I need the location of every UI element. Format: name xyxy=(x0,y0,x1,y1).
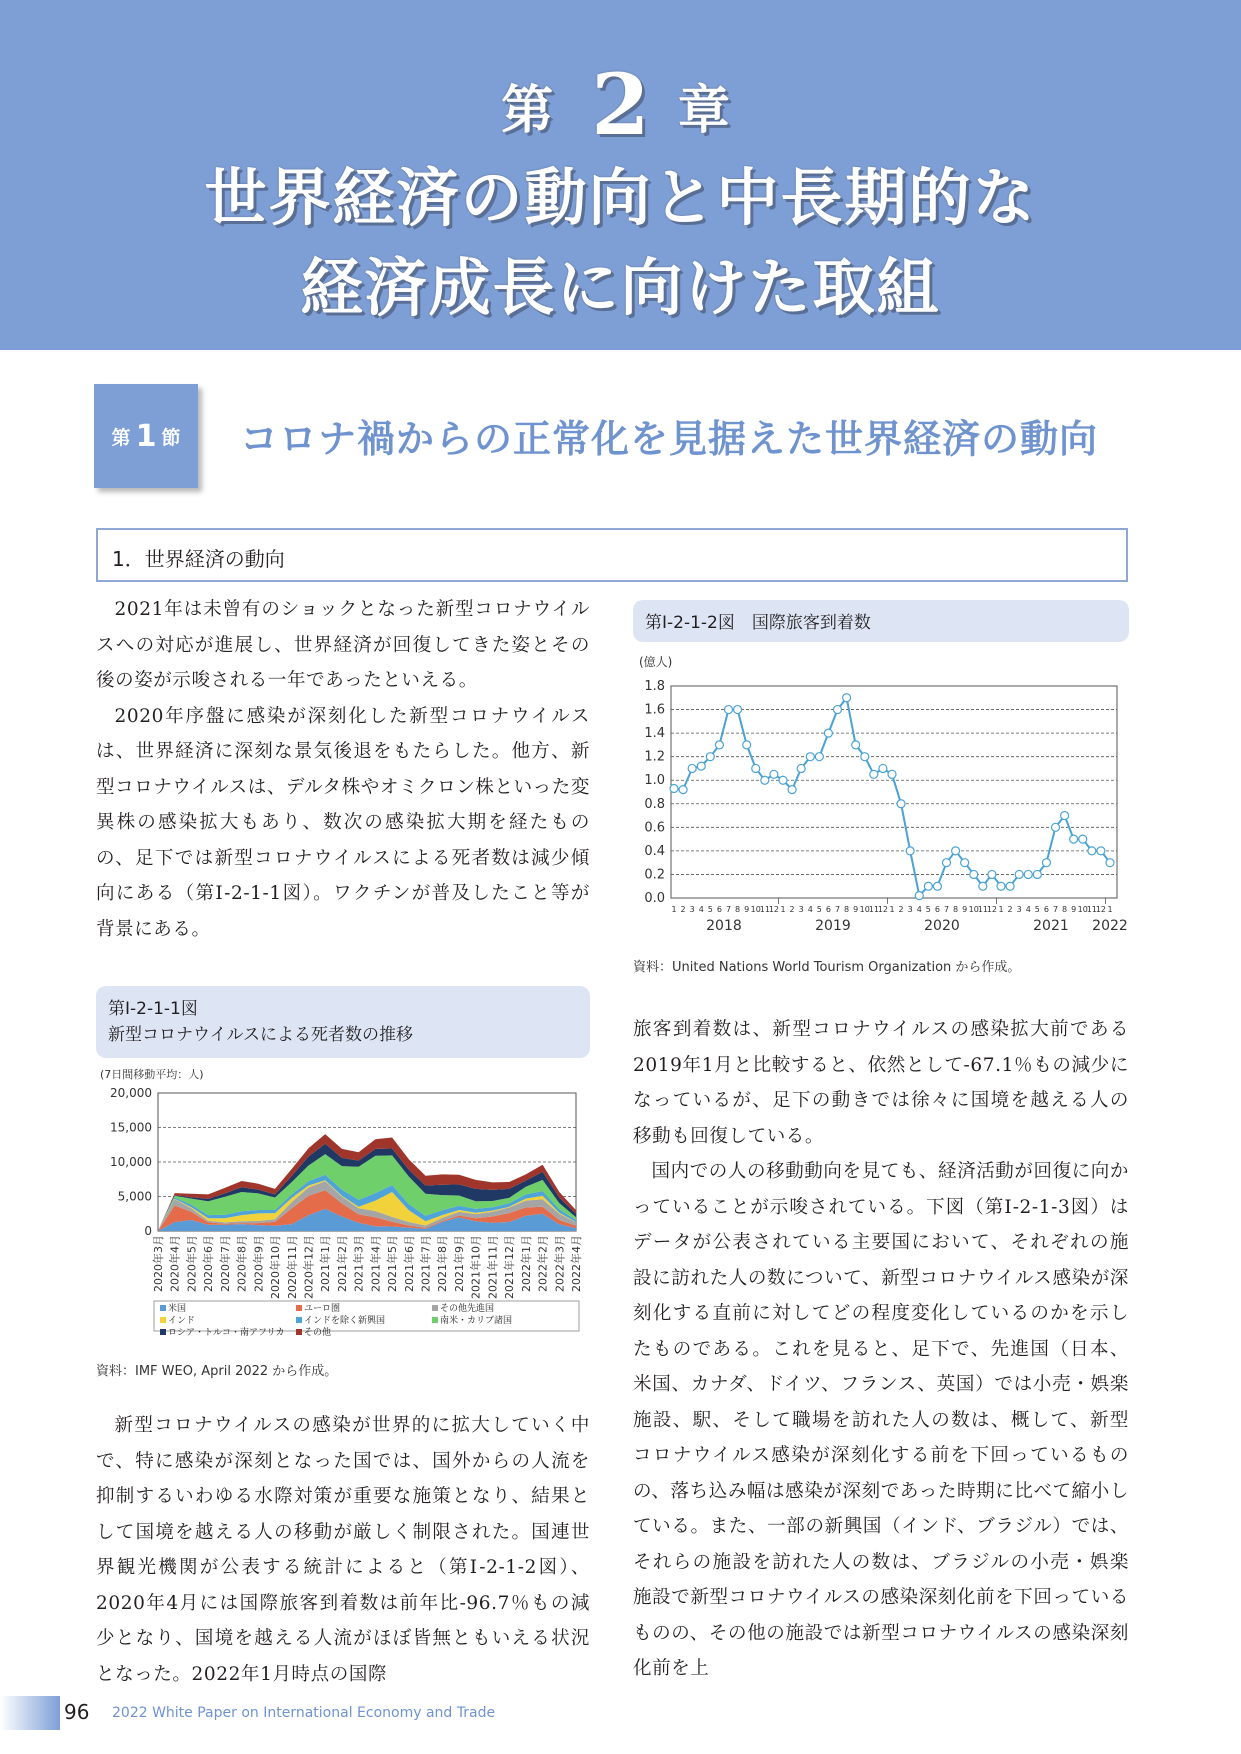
data-point xyxy=(688,764,696,772)
y-tick-label: 1.6 xyxy=(644,702,665,718)
legend-label: ユーロ圏 xyxy=(304,1304,341,1314)
x-month-label: 10 xyxy=(750,905,761,914)
data-point xyxy=(1088,847,1096,855)
x-month-label: 5 xyxy=(707,905,713,914)
x-month-label: 3 xyxy=(798,905,804,914)
paragraph-1: 2021年は未曾有のショックとなった新型コロナウイルスへの対応が進展し、世界経済が回復してきた姿とその後の姿が示唆される一年であったといえる。 xyxy=(96,599,590,691)
x-month-label: 4 xyxy=(916,905,922,914)
data-point xyxy=(1079,835,1087,843)
y-tick-label: 0.4 xyxy=(644,843,665,859)
data-point xyxy=(943,859,951,867)
data-point xyxy=(815,753,823,761)
legend-label: その他 xyxy=(304,1328,332,1338)
chapter-title-line1: 世界経済の動向と中長期的な xyxy=(204,161,1037,234)
x-month-label: 7 xyxy=(834,905,841,914)
data-point xyxy=(979,882,987,890)
data-point xyxy=(824,729,832,737)
data-point xyxy=(952,847,960,855)
figure1-number: 第Ⅰ-2-1-1図 xyxy=(108,999,198,1019)
y-axis-unit-label: (7日間移動平均：人) xyxy=(100,1068,204,1081)
data-point xyxy=(1052,823,1060,831)
data-point xyxy=(1006,882,1014,890)
x-tick-label: 2021年6月 xyxy=(402,1235,416,1292)
x-tick-label: 2021年11月 xyxy=(486,1235,500,1299)
data-point xyxy=(897,800,905,808)
x-month-label: 8 xyxy=(844,905,850,914)
data-point xyxy=(852,741,860,749)
legend-swatch xyxy=(160,1329,166,1335)
x-month-label: 11 xyxy=(977,905,988,914)
x-month-label: 6 xyxy=(1043,905,1049,914)
legend-label: 米国 xyxy=(168,1304,187,1314)
x-tick-label: 2021年1月 xyxy=(319,1235,333,1292)
x-month-label: 1 xyxy=(998,905,1004,914)
data-point xyxy=(861,753,869,761)
x-month-label: 6 xyxy=(825,905,831,914)
x-month-label: 7 xyxy=(943,905,950,914)
y-tick-label: 0.0 xyxy=(644,891,665,906)
x-month-label: 5 xyxy=(1034,905,1040,914)
x-year-label: 2020 xyxy=(924,918,960,934)
legend-swatch xyxy=(296,1305,302,1311)
figure1-source: 資料：IMF WEO, April 2022 から作成。 xyxy=(96,1364,338,1379)
left-column-lower xyxy=(96,1408,590,1692)
x-month-label: 8 xyxy=(1062,905,1068,914)
section-title: コロナ禍からの正常化を見据えた世界経済の動向 xyxy=(240,416,1099,461)
legend-swatch xyxy=(296,1329,302,1335)
legend-label: インド xyxy=(168,1316,196,1326)
x-tick-label: 2022年1月 xyxy=(519,1235,533,1292)
death-trend-chart xyxy=(96,1065,590,1353)
data-point xyxy=(1015,870,1023,878)
x-tick-label: 2020年12月 xyxy=(302,1235,316,1299)
data-point xyxy=(797,764,805,772)
data-point xyxy=(1106,859,1114,867)
x-tick-label: 2020年3月 xyxy=(152,1235,165,1292)
data-point xyxy=(670,784,678,792)
x-tick-label: 2021年10月 xyxy=(469,1235,483,1299)
page-number: 96 xyxy=(64,1700,90,1724)
x-tick-label: 2021年5月 xyxy=(386,1235,400,1292)
legend-swatch xyxy=(296,1317,302,1323)
data-point xyxy=(988,870,996,878)
x-tick-label: 2020年8月 xyxy=(235,1235,249,1292)
y-tick-label: 20,000 xyxy=(110,1086,152,1100)
x-month-label: 6 xyxy=(716,905,722,914)
x-tick-label: 2022年4月 xyxy=(570,1235,583,1292)
footer-publication: 2022 White Paper on International Economy and Trade xyxy=(112,1705,496,1721)
right-column-text xyxy=(633,1012,1129,1687)
figure1-title: 新型コロナウイルスによる死者数の推移 xyxy=(108,1025,413,1045)
figure2-source: 資料：United Nations World Tourism Organization から作成。 xyxy=(633,960,1021,975)
x-tick-label: 2020年5月 xyxy=(185,1235,199,1292)
y-tick-label: 5,000 xyxy=(117,1189,152,1204)
data-point xyxy=(1070,835,1078,843)
data-point xyxy=(970,870,978,878)
paragraph-4: 旅客到着数は、新型コロナウイルスの感染拡大前である2019年1月と比較すると、依然として-67.1％もの減少になっているが、足下の動きでは徐々に国境を越える人の移動も回復している。 xyxy=(633,1019,1129,1147)
x-month-label: 11 xyxy=(868,905,879,914)
x-month-label: 4 xyxy=(698,905,704,914)
figure2-header: 第Ⅰ-2-1-2図 国際旅客到着数 xyxy=(633,600,1129,642)
x-tick-label: 2021年4月 xyxy=(369,1235,383,1292)
paragraph-2: 2020年序盤に感染が深刻化した新型コロナウイルスは、世界経済に深刻な景気後退をもたらした。他方、新型コロナウイルスは、デルタ株やオミクロン株といった変異株の感染拡大もあり、数次の感染拡大期を経たものの、足下では新型コロナウイルスによる死者数は減少傾向にある（第Ⅰ-2-1-1図）。ワクチンが普及したこと等が背景にある。 xyxy=(96,705,590,940)
x-month-label: 1 xyxy=(889,905,895,914)
data-point xyxy=(806,753,814,761)
y-tick-label: 0.6 xyxy=(644,820,665,836)
x-month-label: 11 xyxy=(759,905,770,914)
y-tick-label: 15,000 xyxy=(110,1120,152,1135)
x-year-label: 2018 xyxy=(706,918,742,934)
x-month-label: 9 xyxy=(853,905,859,914)
y-tick-label: 0 xyxy=(144,1224,152,1238)
x-month-label: 11 xyxy=(1086,905,1097,914)
x-month-label: 9 xyxy=(1071,905,1077,914)
x-month-label: 12 xyxy=(877,905,889,914)
data-point xyxy=(924,882,932,890)
data-point xyxy=(834,706,842,714)
legend-label: ロシア・トルコ・南アフリカ xyxy=(168,1328,285,1338)
x-month-label: 2 xyxy=(680,905,686,914)
data-point xyxy=(1024,870,1032,878)
data-point xyxy=(1061,812,1069,820)
x-month-label: 12 xyxy=(986,905,998,914)
x-month-label: 6 xyxy=(934,905,940,914)
x-year-label: 2022 xyxy=(1092,918,1128,934)
footer-bar xyxy=(0,1696,60,1730)
legend-swatch xyxy=(432,1305,438,1311)
y-tick-label: 0.2 xyxy=(644,867,665,883)
legend-swatch xyxy=(432,1317,438,1323)
x-month-label: 5 xyxy=(925,905,931,914)
data-point xyxy=(752,764,760,772)
x-month-label: 3 xyxy=(907,905,913,914)
x-tick-label: 2020年11月 xyxy=(285,1235,299,1299)
y-axis-unit-label: (億人) xyxy=(639,655,673,669)
data-point xyxy=(1042,859,1050,867)
data-point xyxy=(779,776,787,784)
x-month-label: 2 xyxy=(898,905,904,914)
x-tick-label: 2021年8月 xyxy=(436,1235,450,1292)
x-month-label: 3 xyxy=(1016,905,1022,914)
data-point xyxy=(788,786,796,794)
legend-swatch xyxy=(160,1305,166,1311)
x-month-label: 4 xyxy=(807,905,813,914)
x-year-label: 2019 xyxy=(815,918,851,934)
chapter-number: 第 2 章 xyxy=(501,55,740,154)
data-point xyxy=(743,741,751,749)
x-month-label: 4 xyxy=(1025,905,1031,914)
data-point xyxy=(761,776,769,784)
subsection-title: 1．世界経済の動向 xyxy=(96,528,1128,582)
x-tick-label: 2021年9月 xyxy=(452,1235,466,1292)
y-tick-label: 1.0 xyxy=(644,773,665,789)
x-tick-label: 2021年12月 xyxy=(503,1235,517,1299)
tourist-arrivals-chart xyxy=(633,650,1129,950)
chapter-banner xyxy=(0,0,1241,350)
plot-frame xyxy=(671,686,1117,898)
y-tick-label: 0.8 xyxy=(644,796,665,812)
legend-label: その他先進国 xyxy=(440,1304,495,1314)
x-tick-label: 2020年7月 xyxy=(218,1235,232,1292)
x-month-label: 1 xyxy=(671,905,677,914)
data-point xyxy=(888,770,896,778)
x-tick-label: 2020年6月 xyxy=(202,1235,216,1292)
x-month-label: 2 xyxy=(789,905,795,914)
data-point xyxy=(879,764,887,772)
data-point xyxy=(870,770,878,778)
y-tick-label: 1.2 xyxy=(644,749,665,765)
data-point xyxy=(915,892,923,900)
x-month-label: 8 xyxy=(735,905,741,914)
x-month-label: 7 xyxy=(1052,905,1059,914)
data-point xyxy=(725,706,733,714)
x-month-label: 10 xyxy=(1077,905,1088,914)
y-tick-label: 10,000 xyxy=(110,1155,152,1169)
paragraph-3: 新型コロナウイルスの感染が世界的に拡大していく中で、特に感染が深刻となった国では、国外からの人流を抑制するいわゆる水際対策が重要な施策となり、結果として国境を越える人の移動が厳しく制限された。国連世界観光機関が公表する統計によると（第Ⅰ-2-1-2図）、2020年4月には国際旅客到着数は前年比-96.7％もの減少となり、国境を越える人流がほぼ皆無ともいえる状況となった。2022年1月時点の国際 xyxy=(96,1415,590,1685)
legend-label: インドを除く新興国 xyxy=(304,1316,386,1326)
left-column-intro xyxy=(96,592,590,947)
x-month-label: 2 xyxy=(1007,905,1013,914)
x-tick-label: 2020年4月 xyxy=(168,1235,182,1292)
x-year-label: 2021 xyxy=(1033,918,1069,934)
data-point xyxy=(679,786,687,794)
figure1-header xyxy=(96,986,590,1058)
x-tick-label: 2022年3月 xyxy=(553,1235,567,1292)
data-point xyxy=(843,694,851,702)
x-month-label: 1 xyxy=(780,905,786,914)
section-label: 第 1 節 xyxy=(94,384,198,488)
x-month-label: 3 xyxy=(689,905,695,914)
x-month-label: 9 xyxy=(744,905,750,914)
x-tick-label: 2021年2月 xyxy=(335,1235,349,1292)
data-point xyxy=(706,753,714,761)
x-tick-label: 2021年7月 xyxy=(419,1235,433,1292)
legend-swatch xyxy=(160,1317,166,1323)
x-month-label: 9 xyxy=(962,905,968,914)
x-month-label: 10 xyxy=(968,905,979,914)
x-tick-label: 2020年10月 xyxy=(269,1235,283,1299)
data-point xyxy=(770,770,778,778)
x-month-label: 8 xyxy=(953,905,959,914)
x-month-label: 7 xyxy=(725,905,732,914)
data-point xyxy=(1097,847,1105,855)
x-tick-label: 2021年3月 xyxy=(352,1235,366,1292)
data-point xyxy=(906,847,914,855)
data-point xyxy=(1033,870,1041,878)
x-month-label: 12 xyxy=(1095,905,1107,914)
y-tick-label: 1.4 xyxy=(644,726,665,742)
y-tick-label: 1.8 xyxy=(644,679,665,694)
data-point xyxy=(697,762,705,770)
x-month-label: 5 xyxy=(816,905,822,914)
x-month-label: 12 xyxy=(768,905,780,914)
data-point xyxy=(734,706,742,714)
chapter-title-line2: 経済成長に向けた取組 xyxy=(300,251,941,324)
data-point xyxy=(933,882,941,890)
paragraph-5: 国内での人の移動動向を見ても、経済活動が回復に向かっていることが示唆されている。下図（第Ⅰ-2-1-3図）はデータが公表されている主要国において、それぞれの施設に訪れた人の数について、新型コロナウイルス感染が深刻化する直前に対してどの程度変化しているのかを示したものである。これを見ると、足下で、先進国（日本、米国、カナダ、ドイツ、フランス、英国）では小売・娯楽施設、駅、そして職場を訪れた人の数は、概して、新型コロナウイルス感染が深刻化する前を下回っているものの、落ち込み幅は感染が深刻であった時期に比べて縮小している。また、一部の新興国（インド、ブラジル）では、それらの施設を訪れた人の数は、ブラジルの小売・娯楽施設で新型コロナウイルスの感染深刻化前を下回っているものの、その他の施設では新型コロナウイルスの感染深刻化前を上 xyxy=(633,1161,1130,1679)
x-month-label: 1 xyxy=(1107,905,1113,914)
x-month-label: 10 xyxy=(859,905,870,914)
data-point xyxy=(715,741,723,749)
legend-label: 南米・カリブ諸国 xyxy=(440,1316,513,1326)
data-point xyxy=(961,859,969,867)
data-point xyxy=(997,882,1005,890)
x-tick-label: 2022年2月 xyxy=(536,1235,550,1292)
x-tick-label: 2020年9月 xyxy=(252,1235,266,1292)
